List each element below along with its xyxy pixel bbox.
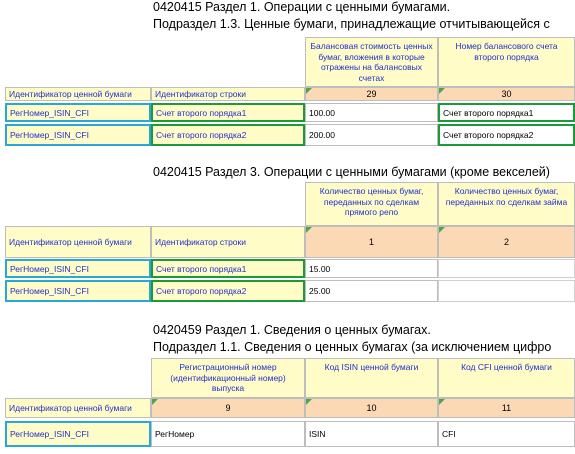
section3-col-header-1: Регистрационный номер (идентификационный номер) выпуска: [151, 358, 305, 398]
section1-col-number-30: 30: [438, 87, 575, 101]
section1-row1-row-id[interactable]: Счет второго порядка1: [151, 103, 305, 122]
section2-col-header-1: Количество ценных бумаг, переданных по сделкам прямого репо: [305, 182, 438, 226]
section2-row2-row-id[interactable]: Счет второго порядка2: [151, 280, 305, 302]
section3-row1-id[interactable]: РегНомер_ISIN_CFI: [5, 421, 151, 447]
section1-col-header-1: Балансовая стоимость ценных бумаг, вложения в которые отражены на балансовых счетах: [305, 37, 438, 87]
section1-row1-value[interactable]: 100.00: [305, 103, 438, 122]
section2-row2-id[interactable]: РегНомер_ISIN_CFI: [5, 280, 151, 302]
section2-id-label: Идентификатор ценной бумаги: [5, 226, 151, 258]
section3-col-number-11: 11: [438, 398, 575, 418]
section3-id-label: Идентификатор ценной бумаги: [5, 398, 151, 418]
section1-row2-id[interactable]: РегНомер_ISIN_CFI: [5, 124, 151, 146]
section3-row1-cfi[interactable]: CFI: [438, 421, 575, 447]
section2-row-label: Идентификатор строки: [151, 226, 305, 258]
section2-col-number-1: 1: [305, 226, 438, 258]
section1-row1-id[interactable]: РегНомер_ISIN_CFI: [5, 103, 151, 122]
section3-col-number-10: 10: [305, 398, 438, 418]
section2-col-number-2: 2: [438, 226, 575, 258]
section3-title: 0420459 Раздел 1. Сведения о ценных бумагах.: [153, 323, 431, 337]
section3-row1-isin[interactable]: ISIN: [305, 421, 438, 447]
section1-row-label: Идентификатор строки: [151, 87, 305, 101]
section3-col-number-9: 9: [151, 398, 305, 418]
section2-title: 0420415 Раздел 3. Операции с ценными бумагами (кроме векселей): [153, 165, 550, 179]
section2-row1-id[interactable]: РегНомер_ISIN_CFI: [5, 259, 151, 278]
section2-row2-empty-cell[interactable]: [438, 280, 575, 302]
section1-col-number-29: 29: [305, 87, 438, 101]
section2-row1-empty-cell[interactable]: [438, 259, 575, 278]
section1-subtitle: Подраздел 1.3. Ценные бумаги, принадлежащие отчитывающейся с: [153, 17, 550, 31]
section2-row1-value[interactable]: 15.00: [305, 259, 438, 278]
section1-row1-account[interactable]: Счет второго порядка1: [438, 103, 575, 122]
section2-row2-value[interactable]: 25.00: [305, 280, 438, 302]
section1-row2-account[interactable]: Счет второго порядка2: [438, 124, 575, 146]
section2-row1-row-id[interactable]: Счет второго порядка1: [151, 259, 305, 278]
section3-row1-reg-number[interactable]: РегНомер: [151, 421, 305, 447]
section1-col-header-2: Номер балансового счета второго порядка: [438, 37, 575, 87]
section1-row2-row-id[interactable]: Счет второго порядка2: [151, 124, 305, 146]
section1-row2-value[interactable]: 200.00: [305, 124, 438, 146]
section3-col-header-2: Код ISIN ценной бумаги: [305, 358, 438, 398]
section3-col-header-3: Код CFI ценной бумаги: [438, 358, 575, 398]
section2-col-header-2: Количество ценных бумаг, переданных по сделкам займа: [438, 182, 575, 226]
section1-title: 0420415 Раздел 1. Операции с ценными бумагами.: [153, 0, 451, 14]
section1-id-label: Идентификатор ценной бумаги: [5, 87, 151, 101]
section3-subtitle: Подраздел 1.1. Сведения о ценных бумагах (за исключением цифро: [153, 340, 552, 354]
